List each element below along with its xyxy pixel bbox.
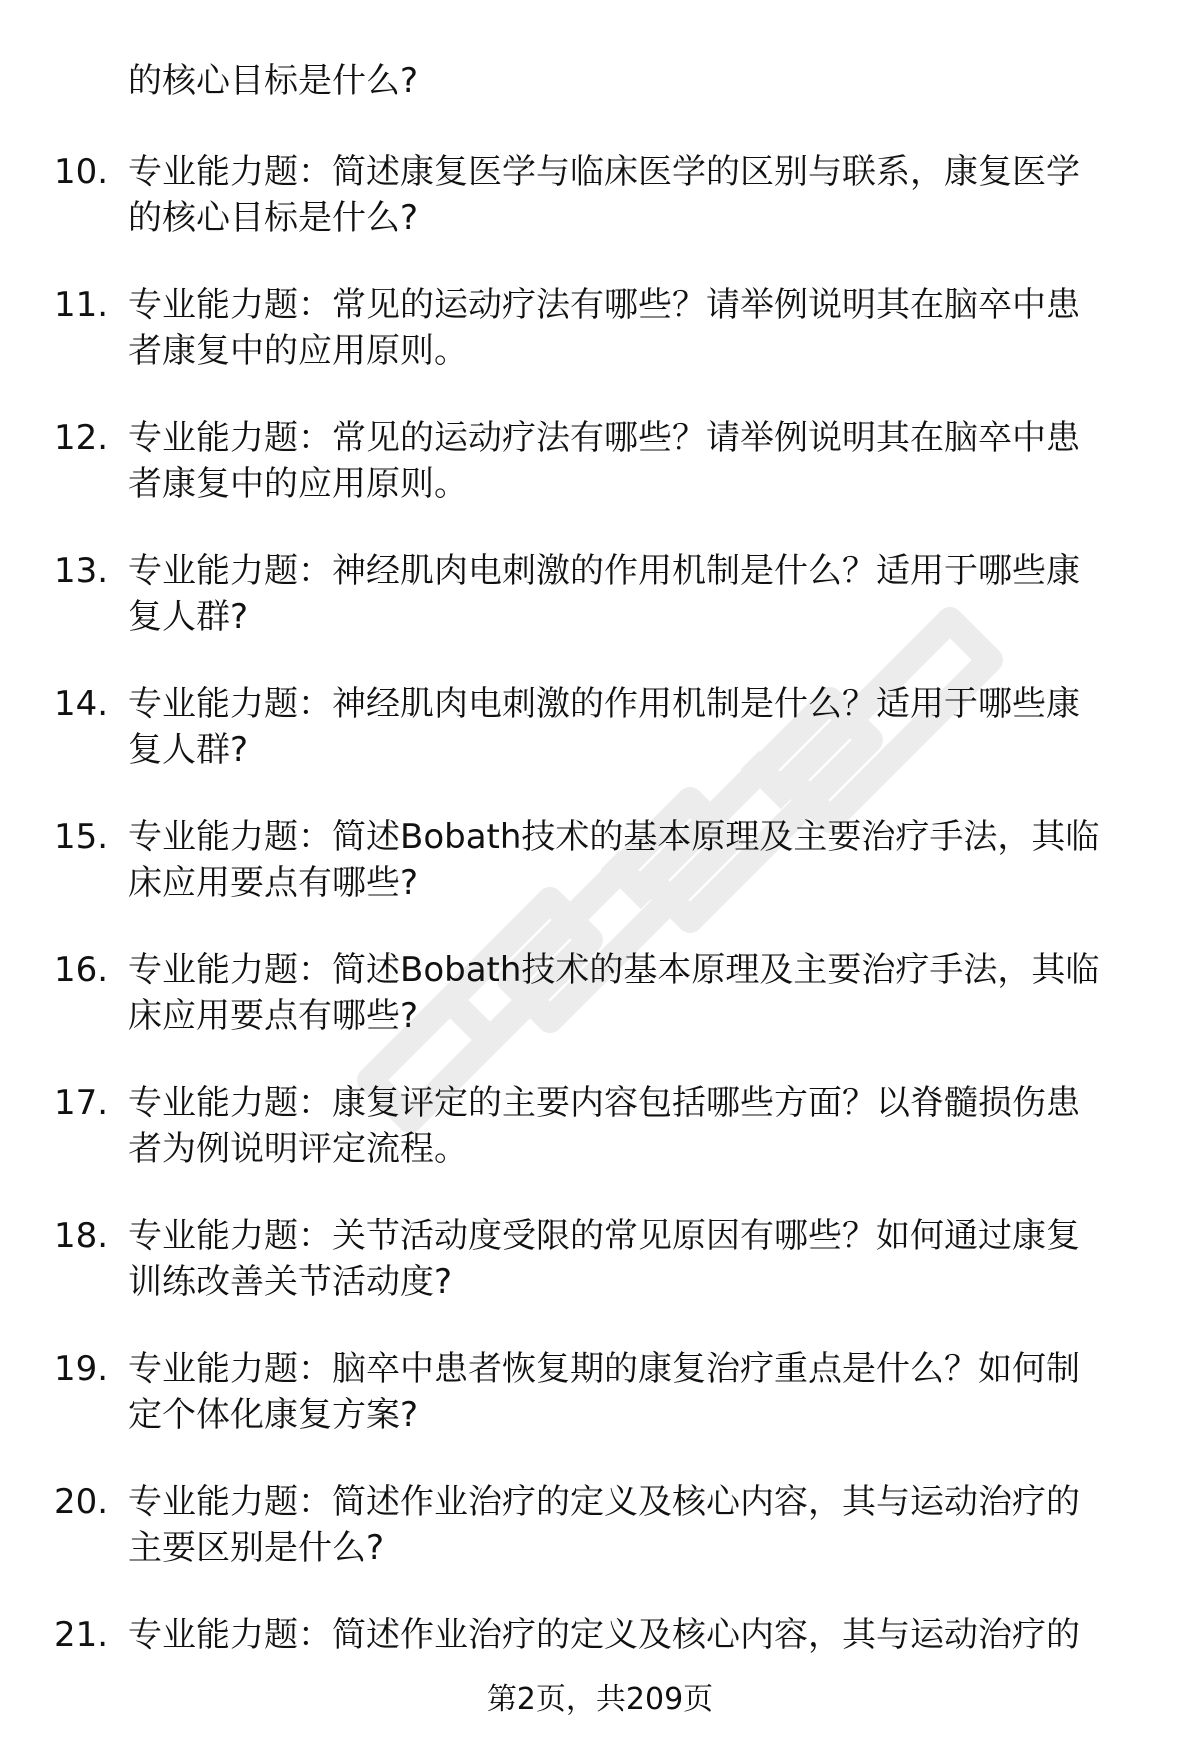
- question-text-line: 的核心目标是什么?: [128, 198, 419, 238]
- question-text-line: 者康复中的应用原则。: [128, 464, 468, 504]
- question-item: [0, 947, 1200, 1080]
- question-text-line: 床应用要点有哪些?: [128, 996, 419, 1036]
- question-text-line: 专业能力题：简述作业治疗的定义及核心内容，其与运动治疗的: [128, 1482, 1080, 1522]
- question-number: 21.: [54, 1615, 109, 1655]
- question-text-line: 训练改善关节活动度?: [128, 1262, 453, 1302]
- question-number: 10.: [54, 152, 109, 192]
- question-number: 14.: [54, 684, 109, 724]
- question-item: [0, 681, 1200, 814]
- question-number: 15.: [54, 817, 109, 857]
- question-text-line: 复人群?: [128, 597, 249, 637]
- question-item: [0, 1346, 1200, 1479]
- question-number: 20.: [54, 1482, 109, 1522]
- question-text-line: 定个体化康复方案?: [128, 1395, 419, 1435]
- question-text-line: 专业能力题：神经肌肉电刺激的作用机制是什么？适用于哪些康: [128, 551, 1080, 591]
- question-item: [0, 1213, 1200, 1346]
- question-item: [0, 282, 1200, 415]
- question-text-line: 专业能力题：脑卒中患者恢复期的康复治疗重点是什么？如何制: [128, 1349, 1080, 1389]
- question-text-line: 专业能力题：神经肌肉电刺激的作用机制是什么？适用于哪些康: [128, 684, 1080, 724]
- question-text-line: 专业能力题：常见的运动疗法有哪些？请举例说明其在脑卒中患: [128, 418, 1080, 458]
- question-text-line: 专业能力题：关节活动度受限的常见原因有哪些？如何通过康复: [128, 1216, 1080, 1256]
- question-number: 17.: [54, 1083, 109, 1123]
- question-text-line: 专业能力题：简述Bobath技术的基本原理及主要治疗手法，其临: [128, 817, 1100, 857]
- question-number: 11.: [54, 285, 109, 325]
- question-number: 16.: [54, 950, 109, 990]
- question-item: [0, 415, 1200, 548]
- question-text-line: 专业能力题：简述康复医学与临床医学的区别与联系，康复医学: [128, 152, 1080, 192]
- question-item: [0, 814, 1200, 947]
- question-item: [0, 149, 1200, 282]
- question-text-line: 专业能力题：常见的运动疗法有哪些？请举例说明其在脑卒中患: [128, 285, 1080, 325]
- question-text-line: 专业能力题：康复评定的主要内容包括哪些方面？以脊髓损伤患: [128, 1083, 1080, 1123]
- question-text-line: 床应用要点有哪些?: [128, 863, 419, 903]
- question-number: 13.: [54, 551, 109, 591]
- question-item: [0, 548, 1200, 681]
- question-text-line: 者康复中的应用原则。: [128, 331, 468, 371]
- question-text-line: 专业能力题：简述Bobath技术的基本原理及主要治疗手法，其临: [128, 950, 1100, 990]
- continued-question-text: 的核心目标是什么?: [128, 61, 419, 101]
- question-item: [0, 1080, 1200, 1213]
- question-item: [0, 1479, 1200, 1612]
- question-list: [0, 149, 1200, 1745]
- question-text-line: 复人群?: [128, 730, 249, 770]
- page-footer: 第2页，共209页: [486, 1682, 714, 1717]
- question-item: [0, 1612, 1200, 1745]
- question-number: 19.: [54, 1349, 109, 1389]
- question-text-line: 专业能力题：简述作业治疗的定义及核心内容，其与运动治疗的: [128, 1615, 1080, 1655]
- question-text-line: 者为例说明评定流程。: [128, 1129, 468, 1169]
- question-number: 18.: [54, 1216, 109, 1256]
- question-text-line: 主要区别是什么?: [128, 1528, 385, 1568]
- question-number: 12.: [54, 418, 109, 458]
